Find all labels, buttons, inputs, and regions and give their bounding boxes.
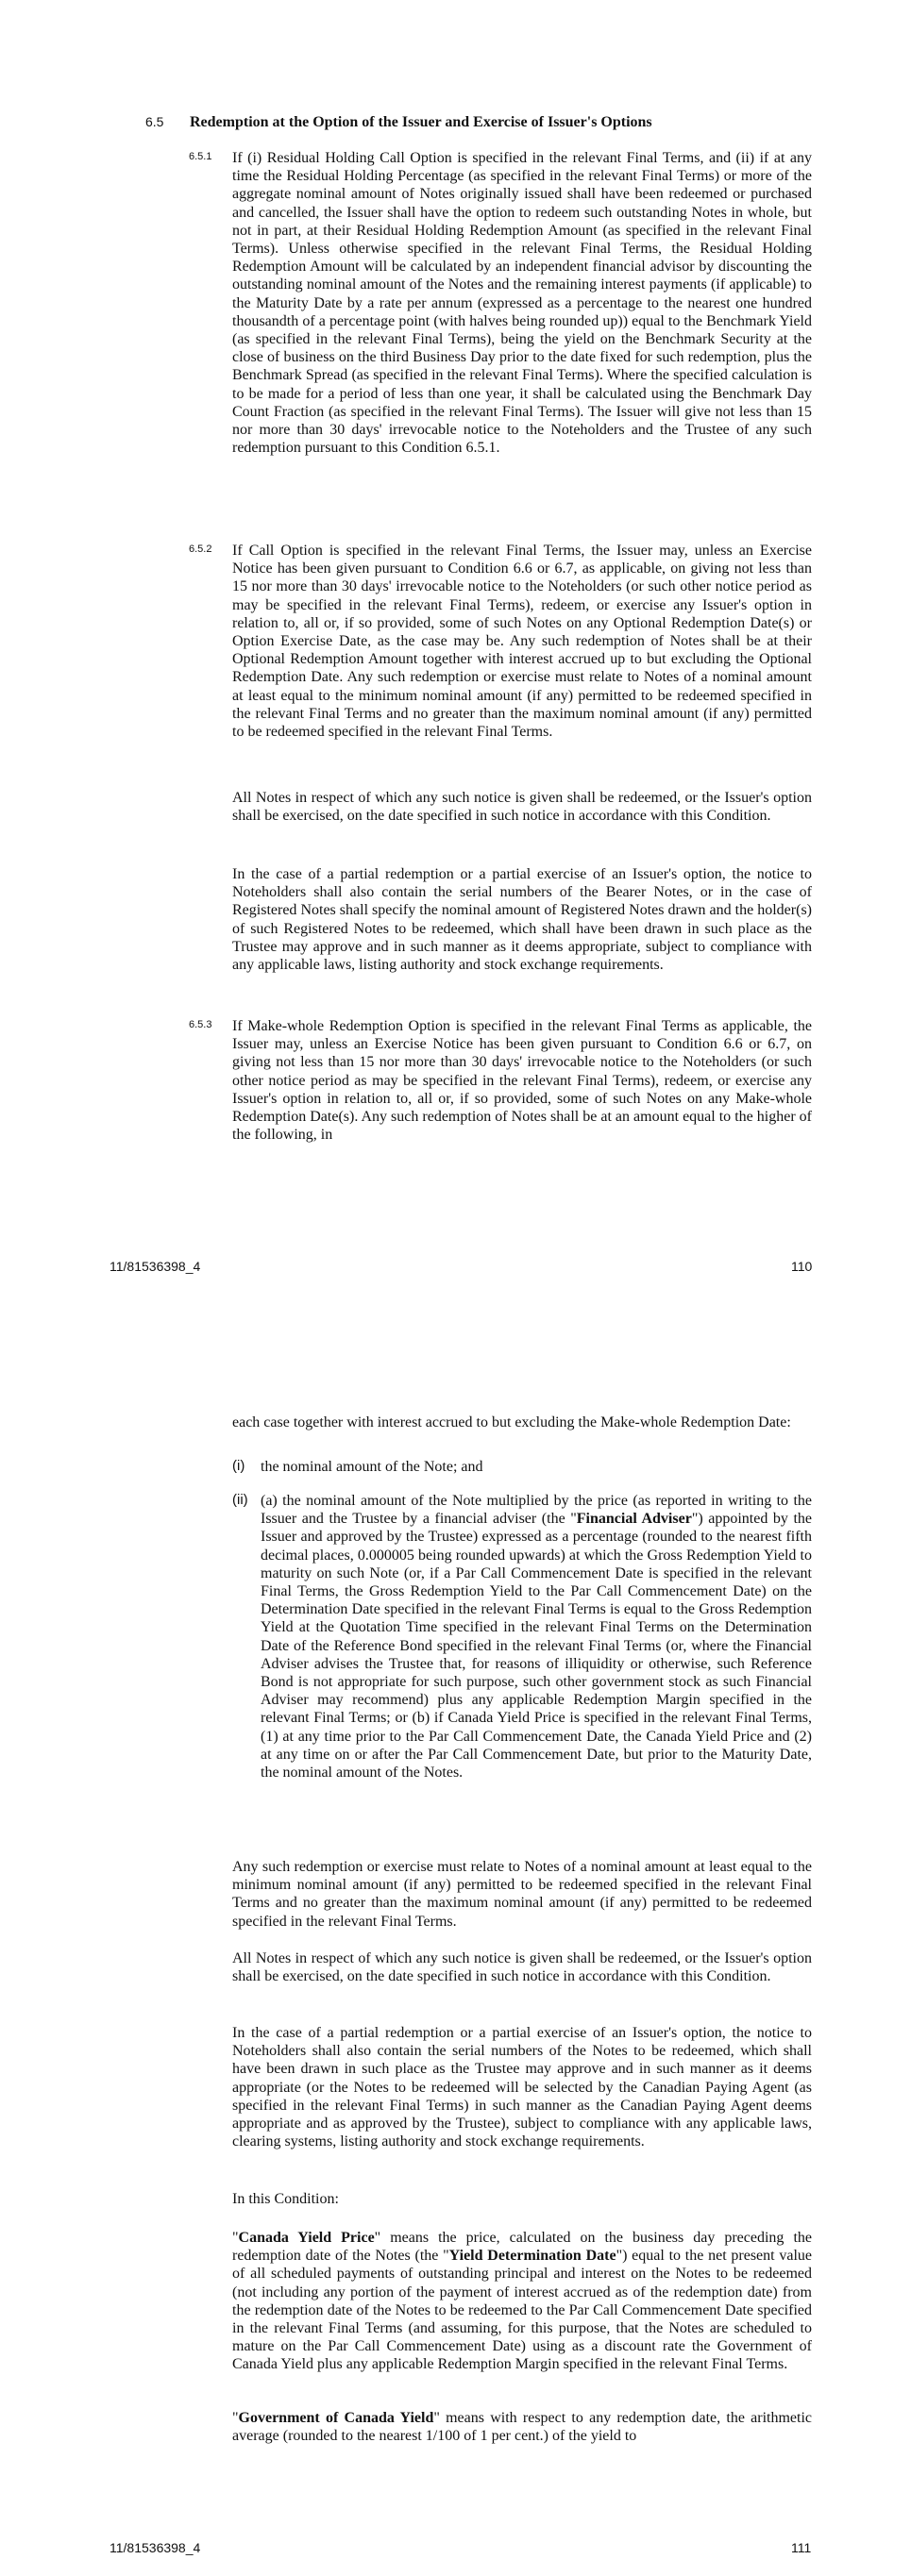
text-span: ") appointed by the Issuer and approved by the Trustee) expressed as a percentage (rounded to the nearest fifth decimal places, 0.000005 being rounded upwards) at which the Gross Redemption Yield to maturity on such Note (or, if a Par Call Commencement Date is specified in the relevant Final Terms, the Gross Redemption Yield to the Par Call Commencement Date) on the Determination Date specified in the relevant Final Terms is equal to the Gross Redemption Yield at the Quotation Time specified in the relevant Final Terms on the Determination Date of the Reference Bond specified in the relevant Final Terms (or, where the Financial Adviser advises the Trustee that, for reasons of illiquidity or otherwise, such Reference Bond is not appropriate for such purpose, such other government stock as such Financial Adviser may recommend) plus any applicable Redemption Margin specified in the relevant Final Terms; or (b) if Canada Yield Price is specified in the relevant Final Terms, (1) at any time prior to the Par Call Commencement Date, the Canada Yield Price and (2) at any time on or after the Par Call Commencement Date, but prior to the Maturity Date, the nominal amount of the Notes. (261, 1511, 813, 1781)
footer-reference: 11/81536398_4 (110, 2540, 201, 2555)
list-text: the nominal amount of the Note; and (261, 1459, 483, 1475)
defined-term: Financial Adviser (576, 1511, 692, 1528)
clause-6-5-3 (189, 1017, 812, 1144)
text-span: (a) the nominal amount of the Note multiplied by the price (as reported in writing to the Issuer and the Trustee by a financial adviser (the " (261, 1493, 812, 1528)
paragraph: In this Condition: (232, 2191, 339, 2207)
list-number: (i) (232, 1458, 245, 1474)
clause-text: If Make-whole Redemption Option is specified in the relevant Final Terms as applicable, the Issuer may, unless an Exercise Notice has been given pursuant to Condition 6.6 or 6.7, on giving not less than 15 nor more than 30 days' irrevocable notice to the Noteholders (or such other notice period as may be specified in the relevant Final Terms), redeem, or exercise any Issuer's option in relation to, all or, if so provided, some of such Notes on any Make-whole Redemption Date(s). Any such redemption of Notes shall be at an amount equal to the higher of the following, in (232, 1018, 812, 1144)
footer-reference: 11/81536398_4 (110, 1259, 201, 1274)
text-span: ") equal to the net present value of all scheduled payments of outstanding principal and interest on the Notes to be redeemed (not including any portion of the payment of interest accrued as of the redemption date) from the redemption date of the Notes to be redeemed to the Par Call Commencement Date specified in the relevant Final Terms (and assuming, for this purpose, that the Notes are scheduled to mature on the Par Call Commencement Date) using as a discount rate the Government of Canada Yield plus any applicable Redemption Margin specified in the relevant Final Terms. (232, 2248, 813, 2373)
paragraph: In the case of a partial redemption or a partial exercise of an Issuer's option, the notice to Noteholders shall also contain the serial numbers of the Notes to be redeemed, which shall have been drawn in such place as the Trustee may approve and in such manner as it deems appropriate (or the Notes to be redeemed will be selected by the Canadian Paying Agent (as specified in the relevant Final Terms) in such manner as the Canadian Paying Agent deems appropriate and as approved by the Trustee), subject to compliance with any applicable laws, clearing systems, listing authority and stock exchange requirements. (232, 2025, 812, 2150)
section-title: Redemption at the Option of the Issuer and Exercise of Issuer's Options (190, 114, 652, 130)
clause-6-5-1 (189, 149, 812, 457)
list-item-i (232, 1458, 812, 1476)
list-item-ii (232, 1492, 812, 1781)
clause-6-5-2 (189, 542, 812, 741)
clause-number: 6.5.2 (189, 544, 212, 555)
text-span: " (232, 2410, 239, 2426)
continuation-text: each case together with interest accrued to but excluding the Make-whole Redemption Date: (232, 1414, 791, 1430)
clause-number: 6.5.3 (189, 1019, 212, 1030)
section-number: 6.5 (145, 114, 164, 129)
text-span: " means with respect to any redemption date, the arithmetic average (rounded to the nearest 1/100 of 1 per cent.) of the yield to (232, 2410, 813, 2445)
paragraph: All Notes in respect of which any such notice is given shall be redeemed, or the Issuer's option shall be exercised, on the date specified in such notice in accordance with this Condition. (232, 1950, 812, 1985)
defined-term: Government of Canada Yield (238, 2410, 434, 2426)
clause-number: 6.5.1 (189, 151, 212, 162)
paragraph: All Notes in respect of which any such notice is given shall be redeemed, or the Issuer's option shall be exercised, on the date specified in such notice in accordance with this Condition. (232, 790, 812, 825)
definition-canada-yield-price (232, 2229, 812, 2374)
paragraph: In the case of a partial redemption or a partial exercise of an Issuer's option, the notice to Noteholders shall also contain the serial numbers of the Bearer Notes, or in the case of Registered Notes shall specify the nominal amount of Registered Notes drawn and the holder(s) of such Registered Notes to be redeemed, which shall have been drawn in such place as the Trustee may approve and in such manner as it deems appropriate, subject to compliance with any applicable laws, listing authority and stock exchange requirements. (232, 866, 812, 974)
list-text (261, 1492, 812, 1781)
footer-page-number: 110 (791, 1259, 813, 1274)
clause-text: If (i) Residual Holding Call Option is specified in the relevant Final Terms, and (ii) if at any time the Residual Holding Percentage (as specified in the relevant Final Terms) or more of the aggregate nominal amount of Notes originally issued shall have been redeemed or purchased and cancelled, the Issuer shall have the option to redeem such outstanding Notes in whole, but not in part, at their Residual Holding Redemption Amount (as specified in the relevant Final Terms). Unless otherwise specified in the relevant Final Terms, the Residual Holding Redemption Amount will be calculated by an independent financial advisor by discounting the outstanding nominal amount of the Notes and the remaining interest payments (if applicable) to the Maturity Date by a rate per annum (expressed as a percentage to the nearest one hundred thousandth of a percentage point (with halves being rounded up)) equal to the Benchmark Yield (as specified in the relevant Final Terms), being the yield on the Benchmark Security at the close of business on the third Business Day prior to the date fixed for such redemption, plus the Benchmark Spread (as specified in the relevant Final Terms). Where the specified calculation is to be made for a period of less than one year, it shall be calculated using the Benchmark Day Count Fraction (as specified in the relevant Final Terms). The Issuer will give not less than 15 nor more than 30 days' irrevocable notice to the Noteholders and the Trustee of any such redemption pursuant to this Condition 6.5.1. (232, 150, 812, 457)
text-span: " (232, 2230, 239, 2246)
footer-page-number: 111 (791, 2540, 812, 2555)
list-number: (ii) (232, 1492, 248, 1508)
definition-government-of-canada-yield (232, 2409, 812, 2445)
clause-text: If Call Option is specified in the relevant Final Terms, the Issuer may, unless an Exercise Notice has been given pursuant to Condition 6.6 or 6.7, as applicable, on giving not less than 15 nor more than 30 days' irrevocable notice to the Noteholders (or such other notice period as may be specified in the relevant Final Terms), redeem, or exercise any Issuer's option in relation to, all or, if so provided, some of such Notes on any Optional Redemption Date(s) or Option Exercise Date, as the case may be. Any such redemption of Notes shall be at their Optional Redemption Amount together with interest accrued up to but excluding the Optional Redemption Date. Any such redemption or exercise must relate to Notes of a nominal amount at least equal to the minimum nominal amount (if any) permitted to be redeemed specified in the relevant Final Terms and no greater than the maximum nominal amount (if any) permitted to be redeemed specified in the relevant Final Terms. (232, 543, 812, 741)
page-111 (0, 1307, 911, 2576)
text-span: " means the price, calculated on the business day preceding the redemption date of the Notes (the " (232, 2230, 812, 2265)
defined-term: Canada Yield Price (238, 2230, 375, 2246)
paragraph: Any such redemption or exercise must relate to Notes of a nominal amount at least equal to the minimum nominal amount (if any) permitted to be redeemed specified in the relevant Final Terms and no greater than the maximum nominal amount (if any) permitted to be redeemed specified in the relevant Final Terms. (232, 1859, 812, 1930)
defined-term: Yield Determination Date (448, 2248, 616, 2265)
